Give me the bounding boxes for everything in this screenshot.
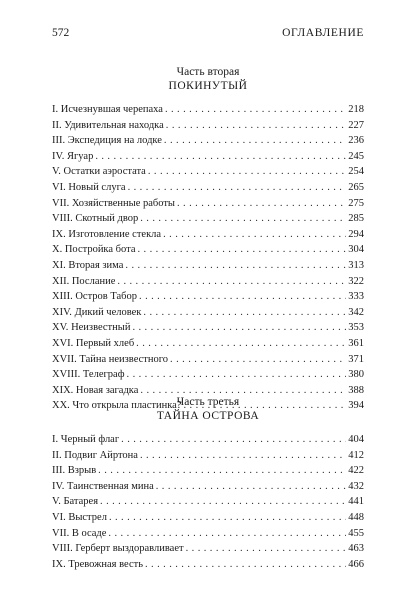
- chapter-number: V.: [52, 496, 61, 508]
- chapter-number: VI.: [52, 511, 66, 523]
- page-ref: 313: [348, 259, 364, 271]
- dot-leader: [132, 320, 346, 336]
- chapter-label: [52, 352, 168, 368]
- chapter-label: [52, 149, 93, 165]
- chapter-label: [52, 227, 161, 243]
- dot-leader: [170, 352, 346, 368]
- chapter-title: Экспедиция на лодке: [67, 135, 162, 147]
- page-ref: 245: [348, 150, 364, 162]
- chapter-title: Новый слуга: [68, 181, 126, 193]
- dot-leader: [156, 479, 347, 495]
- chapter-title: Тревожная весть: [68, 558, 143, 570]
- chapter-label: [52, 242, 136, 258]
- chapter-number: V.: [52, 166, 61, 178]
- chapter-title: Что открыла пластинка?: [72, 400, 182, 412]
- page-ref: 466: [348, 558, 364, 570]
- chapter-title: Скотный двор: [75, 213, 139, 225]
- dot-leader: [95, 149, 346, 165]
- chapter-number: II.: [52, 449, 62, 461]
- part-three-section: [52, 395, 364, 572]
- chapter-number: XII.: [52, 275, 70, 287]
- page-ref: 285: [348, 213, 364, 225]
- chapter-title: Телеграф: [82, 369, 125, 381]
- page-ref: 353: [348, 322, 364, 334]
- toc-entry: [52, 274, 364, 290]
- chapter-number: VIII.: [52, 543, 73, 555]
- page-ref: 361: [348, 337, 364, 349]
- toc-entry: [52, 305, 364, 321]
- page-ref: 294: [348, 228, 364, 240]
- toc-entry: [52, 133, 364, 149]
- toc-entry: [52, 258, 364, 274]
- chapter-label: [52, 432, 119, 448]
- chapter-title: Новая загадка: [75, 384, 139, 396]
- page-ref: 448: [348, 511, 364, 523]
- toc-list: [52, 102, 364, 414]
- page-ref: 322: [348, 275, 364, 287]
- page-ref: 404: [348, 434, 364, 445]
- chapter-title: Таинственная мина: [66, 480, 154, 492]
- dot-leader: [125, 258, 346, 274]
- chapter-number: XIX.: [52, 384, 74, 396]
- part-subtitle: ТАЙНА ОСТРОВА: [156, 410, 260, 422]
- chapter-title: Послание: [71, 275, 116, 287]
- chapter-number: II.: [52, 119, 62, 131]
- page-number: 572: [52, 27, 70, 39]
- page-ref: 254: [348, 166, 364, 178]
- toc-entry: [52, 211, 364, 227]
- toc-entry: [52, 149, 364, 165]
- chapter-number: III.: [52, 135, 66, 147]
- running-title: ОГЛАВЛЕНИЕ: [282, 27, 364, 39]
- chapter-number: XVII.: [52, 353, 77, 365]
- page-ref: 304: [348, 244, 364, 256]
- toc-entry: [52, 541, 364, 557]
- chapter-label: [52, 541, 184, 557]
- chapter-number: III.: [52, 465, 66, 477]
- dot-leader: [128, 180, 347, 196]
- chapter-title: Батарея: [63, 496, 99, 508]
- page-ref: 412: [348, 449, 364, 461]
- chapter-title: Постройка бота: [64, 244, 136, 256]
- chapter-number: VII.: [52, 197, 70, 209]
- chapter-number: VII.: [52, 527, 70, 539]
- chapter-label: [52, 118, 164, 134]
- chapter-label: [52, 463, 96, 479]
- chapter-title: Ягуар: [66, 150, 94, 162]
- chapter-title: Изготовление стекла: [68, 228, 162, 240]
- page-ref: 422: [348, 465, 364, 477]
- chapter-label: [52, 289, 137, 305]
- chapter-title: В осаде: [71, 527, 107, 539]
- chapter-label: [52, 274, 115, 290]
- dot-leader: [166, 118, 346, 134]
- chapter-title: Тайна неизвестного: [79, 353, 169, 365]
- toc-entry: [52, 526, 364, 542]
- chapter-number: I.: [52, 434, 59, 445]
- chapter-title: Вторая зима: [68, 259, 124, 271]
- page-header: [52, 27, 364, 39]
- dot-leader: [148, 164, 346, 180]
- chapter-label: [52, 336, 134, 352]
- part-title: Часть вторая: [176, 66, 240, 78]
- toc-list: [52, 432, 364, 572]
- chapter-label: [52, 479, 154, 495]
- dot-leader: [186, 541, 347, 557]
- dot-leader: [145, 557, 346, 573]
- chapter-title: Первый хлеб: [75, 337, 135, 349]
- chapter-title: Исчезнувшая черепаха: [60, 104, 163, 115]
- page-ref: 333: [348, 291, 364, 303]
- dot-leader: [163, 227, 346, 243]
- chapter-label: [52, 367, 125, 383]
- toc-entry: [52, 432, 364, 448]
- chapter-number: XI.: [52, 259, 66, 271]
- toc-entry: [52, 196, 364, 212]
- toc-entry: [52, 463, 364, 479]
- dot-leader: [108, 526, 346, 542]
- toc-entry: [52, 102, 364, 118]
- page-ref: 275: [348, 197, 364, 209]
- chapter-number: XIV.: [52, 306, 72, 318]
- chapter-title: Дикий человек: [74, 306, 142, 318]
- page-ref: 463: [348, 543, 364, 555]
- chapter-number: XVI.: [52, 337, 74, 349]
- chapter-title: Удивительная находка: [64, 119, 164, 131]
- dot-leader: [140, 448, 346, 464]
- page-ref: 380: [348, 369, 364, 381]
- chapter-number: IV.: [52, 150, 65, 162]
- chapter-title: Хозяйственные работы: [71, 197, 175, 209]
- toc-entry: [52, 448, 364, 464]
- chapter-number: X.: [52, 244, 63, 256]
- page-ref: 371: [348, 353, 364, 365]
- page-ref: 455: [348, 527, 364, 539]
- dot-leader: [143, 305, 346, 321]
- chapter-label: [52, 196, 175, 212]
- chapter-label: [52, 180, 126, 196]
- chapter-number: VIII.: [52, 213, 73, 225]
- dot-leader: [117, 274, 346, 290]
- chapter-label: [52, 164, 146, 180]
- part-subtitle: ПОКИНУТЫЙ: [168, 80, 248, 92]
- chapter-label: [52, 448, 138, 464]
- toc-entry: [52, 242, 364, 258]
- chapter-title: Подвиг Айртона: [64, 449, 138, 461]
- chapter-title: Черный флаг: [60, 434, 120, 445]
- page-ref: 441: [348, 496, 364, 508]
- toc-entry: [52, 180, 364, 196]
- toc-entry: [52, 557, 364, 573]
- chapter-number: XV.: [52, 322, 69, 334]
- dot-leader: [127, 367, 347, 383]
- chapter-number: IX.: [52, 228, 66, 240]
- toc-entry: [52, 510, 364, 526]
- toc-entry: [52, 336, 364, 352]
- dot-leader: [140, 211, 346, 227]
- chapter-number: XIII.: [52, 291, 73, 303]
- chapter-label: [52, 305, 141, 321]
- chapter-label: [52, 102, 163, 118]
- chapter-number: IX.: [52, 558, 66, 570]
- dot-leader: [165, 102, 346, 118]
- toc-entry: [52, 494, 364, 510]
- chapter-title: Взрыв: [67, 465, 97, 477]
- page-ref: 218: [348, 104, 364, 115]
- chapter-number: VI.: [52, 181, 66, 193]
- chapter-label: [52, 258, 123, 274]
- toc-entry: [52, 367, 364, 383]
- chapter-label: [52, 557, 143, 573]
- dot-leader: [121, 432, 346, 448]
- page-ref: 236: [348, 135, 364, 147]
- chapter-number: XVIII.: [52, 369, 81, 381]
- chapter-number: IV.: [52, 480, 65, 492]
- chapter-label: [52, 211, 138, 227]
- dot-leader: [109, 510, 346, 526]
- chapter-title: Неизвестный: [71, 322, 131, 334]
- dot-leader: [177, 196, 346, 212]
- dot-leader: [100, 494, 346, 510]
- page-ref: 394: [348, 400, 364, 412]
- chapter-title: Остатки аэростата: [63, 166, 146, 178]
- page-ref: 265: [348, 181, 364, 193]
- page-ref: 342: [348, 306, 364, 318]
- page-ref: 227: [348, 119, 364, 131]
- chapter-title: Герберт выздоравливает: [75, 543, 184, 555]
- chapter-title: Выстрел: [68, 511, 107, 523]
- dot-leader: [138, 242, 347, 258]
- chapter-label: [52, 510, 107, 526]
- dot-leader: [164, 133, 346, 149]
- chapter-title: Остров Табор: [75, 291, 138, 303]
- page-ref: 388: [348, 384, 364, 396]
- toc-entry: [52, 118, 364, 134]
- toc-entry: [52, 320, 364, 336]
- chapter-label: [52, 133, 162, 149]
- toc-entry: [52, 164, 364, 180]
- dot-leader: [136, 336, 346, 352]
- toc-entry: [52, 289, 364, 305]
- dot-leader: [139, 289, 346, 305]
- part-title: Часть третья: [176, 396, 240, 408]
- part-two-section: [52, 65, 364, 414]
- dot-leader: [98, 463, 346, 479]
- chapter-label: [52, 320, 130, 336]
- page-ref: 432: [348, 480, 364, 492]
- toc-entry: [52, 352, 364, 368]
- chapter-label: [52, 526, 106, 542]
- chapter-number: I.: [52, 104, 59, 115]
- chapter-label: [52, 494, 98, 510]
- toc-entry: [52, 479, 364, 495]
- chapter-number: XX.: [52, 400, 70, 412]
- toc-entry: [52, 227, 364, 243]
